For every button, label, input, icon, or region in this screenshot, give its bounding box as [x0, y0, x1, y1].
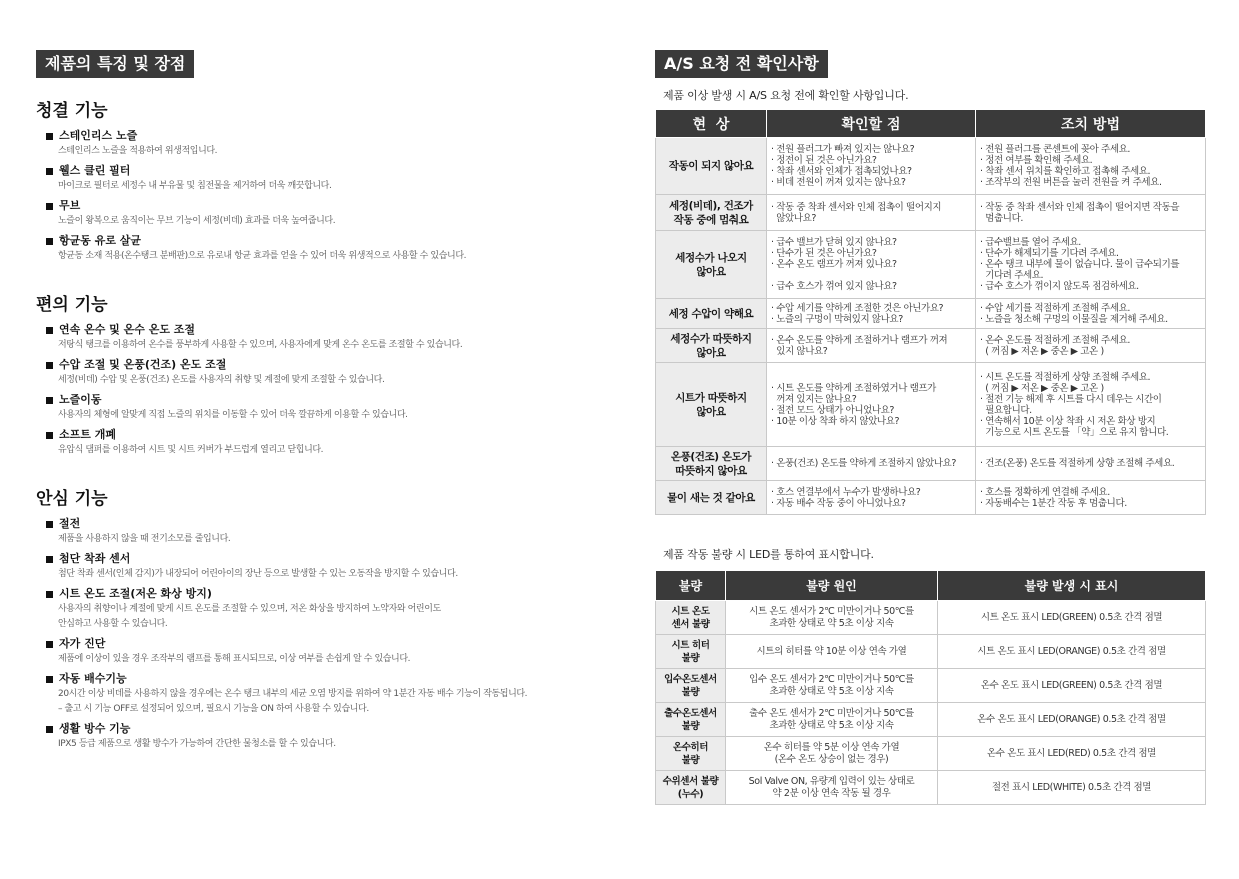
fault-cell: 출수온도센서 불량 [656, 703, 726, 737]
cause-cell: 입수 온도 센서가 2℃ 미만이거나 50℃를 초과한 상태로 약 5초 이상 지속 [726, 669, 938, 703]
col-header-symptom: 현 상 [656, 110, 767, 138]
square-bullet-icon [46, 676, 53, 683]
as-table [655, 109, 1206, 515]
fault-cell: 온수히터 불량 [656, 737, 726, 771]
table-row [656, 329, 1206, 363]
symptom-cell: 시트가 따뜻하지 않아요 [656, 363, 767, 447]
as-intro: 제품 이상 발생 시 A/S 요청 전에 확인할 사항입니다. [663, 89, 909, 102]
feature-list [46, 322, 606, 458]
display-cell: 온수 온도 표시 LED(RED) 0.5초 간격 점멸 [938, 737, 1206, 771]
square-bullet-icon [46, 133, 53, 140]
feature-title: 생활 방수 기능 [46, 721, 606, 737]
section-title: 편의 기능 [36, 295, 108, 315]
square-bullet-icon [46, 203, 53, 210]
feature-desc: 항균동 소재 적용(온수탱크 분배판)으로 유로내 항균 효과를 얻을 수 있어 더욱 위생적으로 사용할 수 있습니다. [58, 251, 467, 261]
led-intro: 제품 작동 불량 시 LED를 통하여 표시합니다. [663, 548, 874, 561]
feature-desc: 사용자의 취향이나 계절에 맞게 시트 온도를 조절할 수 있으며, 저온 화상을 방지하여 노약자와 어린이도 [58, 604, 441, 614]
cause-cell: 출수 온도 센서가 2℃ 미만이거나 50℃를 초과한 상태로 약 5초 이상 지속 [726, 703, 938, 737]
check-cell: · 온풍(건조) 온도를 약하게 조절하지 않았나요? [767, 447, 976, 481]
table-header-row [656, 110, 1206, 138]
symptom-cell: 세정수가 나오지 않아요 [656, 231, 767, 299]
action-cell: · 급수밸브를 열어 주세요. · 단수가 해제되기를 기다려 주세요. · 온수 탱크 내부에 물이 없습니다. 물이 급수되기를 기다려 주세요. · 급수 호스가 꺾이지 않도록 점검하세요. [976, 231, 1206, 299]
symptom-cell: 세정(비데), 건조가 작동 중에 멈춰요 [656, 195, 767, 231]
feature-title: 무브 [46, 198, 606, 214]
table-row [656, 447, 1206, 481]
check-cell: · 전원 플러그가 빠져 있지는 않나요? · 정전이 된 것은 아닌가요? · 착좌 센서와 인체가 접촉되었나요? · 비데 전원이 꺼져 있지는 않나요? [767, 138, 976, 195]
features-heading: 제품의 특징 및 장점 [36, 50, 194, 78]
cause-cell: Sol Valve ON, 유량계 입력이 있는 상태로 약 2분 이상 연속 작동 될 경우 [726, 771, 938, 805]
cause-cell: 시트의 히터를 약 10분 이상 연속 가열 [726, 635, 938, 669]
square-bullet-icon [46, 432, 53, 439]
table-row [656, 363, 1206, 447]
fault-cell: 수위센서 불량 (누수) [656, 771, 726, 805]
feature-title: 첨단 착좌 센서 [46, 551, 606, 567]
action-cell: · 작동 중 착좌 센서와 인체 접촉이 떨어지면 작동을 멈춥니다. [976, 195, 1206, 231]
square-bullet-icon [46, 238, 53, 245]
display-cell: 온수 온도 표시 LED(GREEN) 0.5초 간격 점멸 [938, 669, 1206, 703]
symptom-cell: 물이 새는 것 같아요 [656, 481, 767, 515]
action-cell: · 시트 온도를 적절하게 상향 조절해 주세요. ( 꺼짐 ▶ 저온 ▶ 중온 ▶ 고온 ) · 절전 기능 해제 후 시트를 다시 데우는 시간이 필요합니다. · 연속해서 10분 이상 착좌 시 저온 화상 방지 기능으로 시트 온도를 「약」으로 유지 합니다. [976, 363, 1206, 447]
feature-title: 자가 진단 [46, 636, 606, 652]
feature-list [46, 516, 606, 752]
feature-desc: 유압식 댐퍼를 이용하여 시트 및 시트 커버가 부드럽게 열리고 닫힙니다. [58, 445, 324, 455]
feature-title: 시트 온도 조절(저온 화상 방지) [46, 586, 606, 602]
table-row [656, 601, 1206, 635]
section-cleanliness [36, 100, 606, 264]
check-cell: · 호스 연결부에서 누수가 발생하나요? · 자동 배수 작동 중이 아니었나요? [767, 481, 976, 515]
col-header-cause: 불량 원인 [726, 571, 938, 601]
display-cell: 시트 온도 표시 LED(GREEN) 0.5초 간격 점멸 [938, 601, 1206, 635]
action-cell: · 전원 플러그를 콘센트에 꽂아 주세요. · 정전 여부를 확인해 주세요. · 착좌 센서 위치를 확인하고 접촉해 주세요. · 조작부의 전원 버튼을 눌러 전원을 켜 주세요. [976, 138, 1206, 195]
feature-title: 수압 조절 및 온풍(건조) 온도 조절 [46, 357, 606, 373]
feature-desc: 20시간 이상 비데를 사용하지 않을 경우에는 온수 탱크 내부의 세균 오염 방지를 위하여 약 1분간 자동 배수 기능이 작동됩니다. [58, 689, 528, 699]
feature-desc: IPX5 등급 제품으로 생활 방수가 가능하여 간단한 물청소를 할 수 있습니다. [58, 739, 336, 749]
col-header-check: 확인할 점 [767, 110, 976, 138]
feature-desc: 제품에 이상이 있을 경우 조작부의 램프를 통해 표시되므로, 이상 여부를 손쉽게 알 수 있습니다. [58, 654, 411, 664]
table-row [656, 635, 1206, 669]
cause-cell: 온수 히터를 약 5분 이상 연속 가열 (온수 온도 상승이 없는 경우) [726, 737, 938, 771]
feature-title: 항균동 유로 살균 [46, 233, 606, 249]
action-cell: · 수압 세기를 적절하게 조절해 주세요. · 노즐을 청소해 구멍의 이물질을 제거해 주세요. [976, 299, 1206, 329]
feature-desc: – 출고 시 기능 OFF로 설정되어 있으며, 필요시 기능을 ON 하여 사용할 수 있습니다. [58, 704, 369, 714]
as-heading: A/S 요청 전 확인사항 [655, 50, 828, 78]
action-cell: · 온수 온도를 적절하게 조절해 주세요. ( 꺼짐 ▶ 저온 ▶ 중온 ▶ 고온 ) [976, 329, 1206, 363]
square-bullet-icon [46, 591, 53, 598]
square-bullet-icon [46, 641, 53, 648]
feature-desc: 제품을 사용하지 않을 때 전기소모를 줄입니다. [58, 534, 231, 544]
feature-title: 소프트 개폐 [46, 427, 606, 443]
square-bullet-icon [46, 556, 53, 563]
feature-desc: 사용자의 체형에 알맞게 직접 노즐의 위치를 이동할 수 있어 더욱 깔끔하게 이용할 수 있습니다. [58, 410, 408, 420]
fault-cell: 시트 히터 불량 [656, 635, 726, 669]
section-title: 안심 기능 [36, 489, 108, 509]
display-cell: 절전 표시 LED(WHITE) 0.5초 간격 점멸 [938, 771, 1206, 805]
section-convenience [36, 294, 606, 458]
cause-cell: 시트 온도 센서가 2℃ 미만이거나 50℃를 초과한 상태로 약 5초 이상 지속 [726, 601, 938, 635]
check-cell: · 작동 중 착좌 센서와 인체 접촉이 떨어지지 않았나요? [767, 195, 976, 231]
symptom-cell: 온풍(건조) 온도가 따뜻하지 않아요 [656, 447, 767, 481]
col-header-display: 불량 발생 시 표시 [938, 571, 1206, 601]
table-row [656, 669, 1206, 703]
feature-title: 절전 [46, 516, 606, 532]
as-table-body [656, 138, 1206, 515]
check-cell: · 수압 세기를 약하게 조절한 것은 아닌가요? · 노즐의 구멍이 막혀있지 않나요? [767, 299, 976, 329]
table-row [656, 138, 1206, 195]
square-bullet-icon [46, 397, 53, 404]
square-bullet-icon [46, 726, 53, 733]
fault-cell: 시트 온도 센서 불량 [656, 601, 726, 635]
square-bullet-icon [46, 327, 53, 334]
symptom-cell: 세정 수압이 약해요 [656, 299, 767, 329]
features-page [36, 50, 606, 756]
col-header-action: 조치 방법 [976, 110, 1206, 138]
square-bullet-icon [46, 168, 53, 175]
table-row [656, 703, 1206, 737]
feature-desc: 세정(비데) 수압 및 온풍(건조) 온도를 사용자의 취향 및 계절에 맞게 조절할 수 있습니다. [58, 375, 385, 385]
feature-title: 스테인리스 노즐 [46, 128, 606, 144]
table-row [656, 299, 1206, 329]
fault-cell: 입수온도센서 불량 [656, 669, 726, 703]
section-title: 청결 기능 [36, 101, 108, 121]
table-header-row [656, 571, 1206, 601]
symptom-cell: 세정수가 따뜻하지 않아요 [656, 329, 767, 363]
square-bullet-icon [46, 521, 53, 528]
feature-desc: 마이크로 필터로 세정수 내 부유물 및 침전물을 제거하여 더욱 깨끗합니다. [58, 181, 332, 191]
led-table [655, 570, 1206, 805]
symptom-cell: 작동이 되지 않아요 [656, 138, 767, 195]
table-row [656, 195, 1206, 231]
feature-desc: 노즐이 왕복으로 움직이는 무브 기능이 세정(비데) 효과를 더욱 높여줍니다. [58, 216, 336, 226]
table-row [656, 737, 1206, 771]
feature-desc: 저탕식 탱크를 이용하여 온수를 풍부하게 사용할 수 있으며, 사용자에게 맞게 온수 온도를 조절할 수 있습니다. [58, 340, 463, 350]
col-header-fault: 불량 [656, 571, 726, 601]
check-cell: · 시트 온도를 약하게 조절하였거나 램프가 꺼져 있지는 않나요? · 절전 모드 상태가 아니었나요? · 10분 이상 착좌 하지 않았나요? [767, 363, 976, 447]
feature-list [46, 128, 606, 264]
display-cell: 시트 온도 표시 LED(ORANGE) 0.5초 간격 점멸 [938, 635, 1206, 669]
led-table-body [656, 601, 1206, 805]
table-row [656, 231, 1206, 299]
check-cell: · 급수 밸브가 닫혀 있지 않나요? · 단수가 된 것은 아닌가요? · 온수 온도 램프가 꺼져 있나요? · 급수 호스가 꺾여 있지 않나요? [767, 231, 976, 299]
display-cell: 온수 온도 표시 LED(ORANGE) 0.5초 간격 점멸 [938, 703, 1206, 737]
feature-desc: 안심하고 사용할 수 있습니다. [58, 619, 168, 629]
square-bullet-icon [46, 362, 53, 369]
check-cell: · 온수 온도를 약하게 조절하거나 램프가 꺼져 있지 않나요? [767, 329, 976, 363]
section-safety [36, 488, 606, 752]
feature-title: 웰스 클린 필터 [46, 163, 606, 179]
feature-title: 자동 배수기능 [46, 671, 606, 687]
feature-title: 연속 온수 및 온수 온도 조절 [46, 322, 606, 338]
action-cell: · 건조(온풍) 온도를 적절하게 상향 조절해 주세요. [976, 447, 1206, 481]
feature-desc: 첨단 착좌 센서(인체 감지)가 내장되어 어린아이의 장난 등으로 발생할 수 있는 오동작을 방지할 수 있습니다. [58, 569, 458, 579]
table-row [656, 481, 1206, 515]
feature-title: 노즐이동 [46, 392, 606, 408]
action-cell: · 호스를 정확하게 연결해 주세요. · 자동배수는 1분간 작동 후 멈춥니다. [976, 481, 1206, 515]
as-page [655, 50, 1205, 805]
feature-desc: 스테인리스 노즐을 적용하여 위생적입니다. [58, 146, 218, 156]
table-row [656, 771, 1206, 805]
